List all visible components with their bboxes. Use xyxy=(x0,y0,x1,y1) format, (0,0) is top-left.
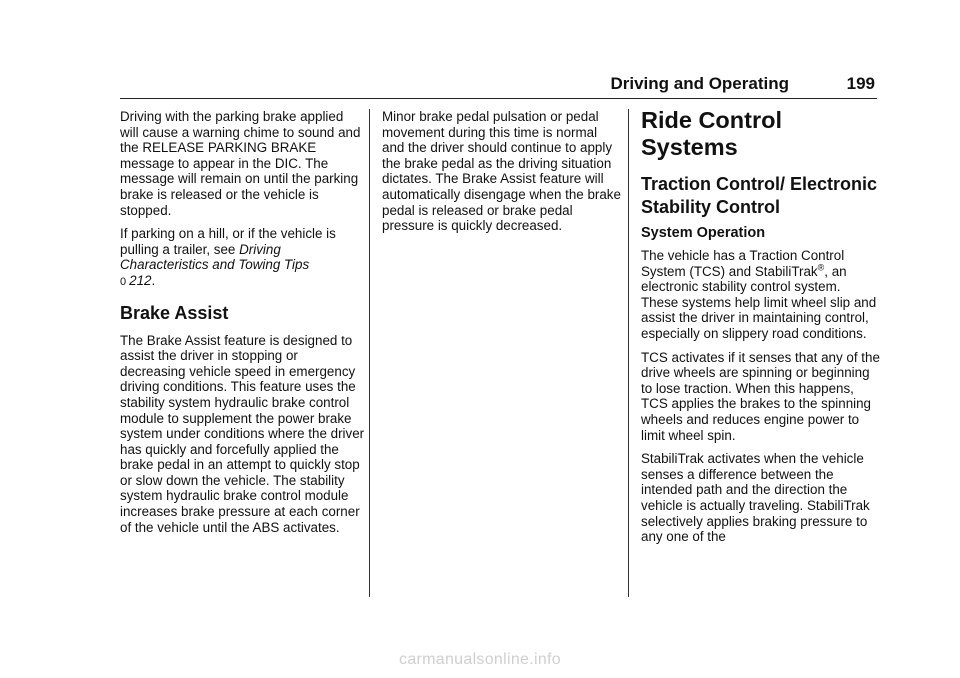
registered-mark: ® xyxy=(817,262,825,273)
page-header xyxy=(120,72,877,99)
column-divider xyxy=(628,109,629,597)
section-title: Driving and Operating xyxy=(610,74,789,93)
paragraph-tcs-stabilitrak xyxy=(641,248,881,342)
paragraph-text: The vehicle has a Traction Control System (TCS) and StabiliTrak xyxy=(641,248,845,279)
paragraph-text: If parking on a hill, or if the vehicle is pulling a trailer, see xyxy=(120,226,336,257)
heading-traction-control: Traction Control/ Electronic Stability Control xyxy=(641,174,878,217)
paragraph-hill-trailer xyxy=(120,226,365,290)
watermark: carmanualsonline.info xyxy=(399,651,561,668)
paragraph-text: , an electronic stability control system. These systems help limit wheel slip and assist the driver in maintaining control, especially on slippery road conditions. xyxy=(641,263,877,341)
paragraph-stabilitrak-activation: StabiliTrak activates when the vehicle senses a difference between the intended path and the direction the vehicle is actually traveling. StabiliTrak selectively applies braking pressure to any one of the xyxy=(641,451,870,545)
heading-ride-control-systems: Ride Control Systems xyxy=(641,107,782,160)
page-reference-icon: 0 xyxy=(120,275,127,288)
heading-brake-assist: Brake Assist xyxy=(120,302,229,323)
column-right xyxy=(641,109,881,553)
column-middle xyxy=(382,109,622,242)
cross-reference-link[interactable]: Driving Characteristics and Towing Tips xyxy=(120,241,310,273)
page-reference-number[interactable]: 212 xyxy=(129,272,152,288)
column-divider xyxy=(369,109,370,597)
paragraph-brake-assist: The Brake Assist feature is designed to assist the driver in stopping or decreasing vehicle speed in emergency driving conditions. This feature uses the stability system hydraulic brake control module to supplement the power brake system under conditions where the driver has quickly and forcefully applied the brake pedal in an attempt to quickly stop or slow down the vehicle. The stability system hydraulic brake control module increases brake pressure at each corner of the vehicle until the ABS activates. xyxy=(120,332,365,535)
paragraph-parking-brake: Driving with the parking brake applied will cause a warning chime to sound and the RELEASE PARKING BRAKE message to appear in the DIC. The message will remain on until the parking brake is released or the vehicle is stopped. xyxy=(120,109,361,218)
heading-system-operation: System Operation xyxy=(641,225,766,241)
punctuation: . xyxy=(151,272,156,288)
column-left xyxy=(120,109,365,543)
paragraph-pedal-pulsation: Minor brake pedal pulsation or pedal movement during this time is normal and the driver should continue to apply the brake pedal as the driving situation dictates. The Brake Assist feature will automatically disengage when the brake pedal is released or brake pedal pressure is quickly decreased. xyxy=(382,109,621,234)
page-number: 199 xyxy=(846,74,875,93)
paragraph-tcs-activation: TCS activates if it senses that any of the drive wheels are spinning or beginning to lose traction. When this happens, TCS applies the brakes to the spinning wheels and reduces engine power to limit wheel spin. xyxy=(641,349,880,443)
